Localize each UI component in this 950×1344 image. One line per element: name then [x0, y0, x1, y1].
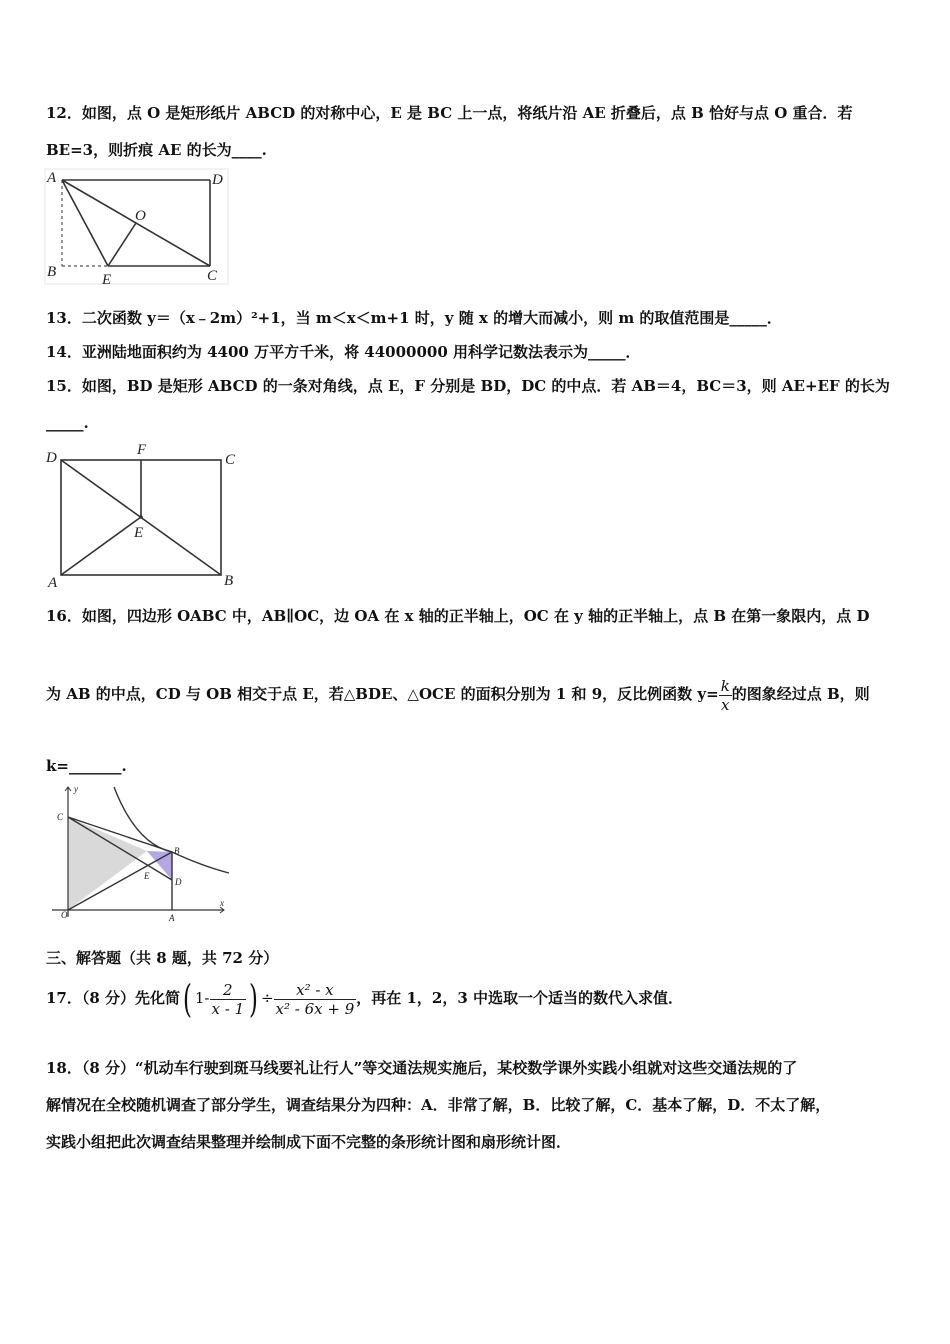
q17-left-paren: ( [183, 977, 192, 1021]
q15-label-b: B [224, 573, 234, 589]
q16-label-a: A [169, 913, 175, 923]
q15-line2: _____. [46, 414, 89, 432]
q16-label-b: B [174, 846, 180, 856]
q18-line2: 解情况在全校随机调查了部分学生，调查结果分为四种：A．非常了解，B．比较了解，C．基本了解，D．不太了解， [46, 1096, 831, 1114]
q12-line1: 12．如图，点 O 是矩形纸片 ABCD 的对称中心，E 是 BC 上一点，将纸片沿 AE 折叠后，点 B 恰好与点 O 重合．若 [46, 104, 853, 122]
q16-line2-pre: 为 AB 的中点，CD 与 OB 相交于点 E，若△BDE、△OCE 的面积分别为 1 和 9，反比例函数 y= [46, 685, 719, 703]
q15-line1: 15．如图，BD 是矩形 ABCD 的一条对角线，点 E，F 分别是 BD，DC 的中点．若 AB＝4，BC＝3，则 AE+EF 的长为 [46, 377, 890, 395]
q14-text: 14．亚洲陆地面积约为 4400 万平方千米，将 44000000 用科学记数法表示为_____． [46, 343, 641, 361]
q13-text: 13．二次函数 y＝（x﹣2m）²+1，当 m＜x＜m+1 时，y 随 x 的增大而减小，则 m 的取值范围是_____． [46, 309, 782, 327]
q18-line3: 实践小组把此次调查结果整理并绘制成下面不完整的条形统计图和扇形统计图． [46, 1133, 572, 1151]
q12-label-a: A [47, 170, 57, 186]
q16-line3: k=_______. [46, 757, 127, 775]
q12-label-o: O [135, 208, 146, 224]
q12-segment-eo [108, 223, 136, 266]
q17-fraction-1 [210, 981, 247, 1018]
q15-label-f: F [137, 442, 147, 458]
q17-one-minus: 1- [194, 989, 210, 1007]
q17-f2-den: x² - 6x + 9 [275, 999, 355, 1018]
q15-figure [44, 440, 244, 590]
q15-segment-ae [61, 517, 144, 575]
q17-div: ÷ [260, 989, 274, 1007]
q16-label-d: D [175, 877, 182, 887]
q15-label-a: A [48, 575, 58, 590]
q17-f1-num: 2 [210, 981, 247, 1000]
q16-label-x: x [220, 898, 224, 908]
q12-figure [44, 168, 230, 286]
q16-label-y: y [74, 784, 78, 794]
q17-line [46, 975, 683, 1021]
q15-label-c: C [225, 452, 236, 468]
q16-label-e: E [144, 871, 150, 881]
q18-line1: 18．（8 分）“机动车行驶到斑马线要礼让行人”等交通法规实施后，某校数学课外实践小组就对这些交通法规的了 [46, 1059, 798, 1077]
q17-f1-den: x - 1 [211, 999, 245, 1018]
q16-label-o: O [61, 910, 68, 920]
q12-label-d: D [212, 172, 223, 188]
q17-fraction-2 [274, 981, 357, 1018]
q16-fraction-k-over-x [719, 677, 732, 714]
q12-label-b: B [47, 264, 57, 280]
q15-point-e [139, 515, 143, 519]
q17-f2-num: x² - x [274, 981, 357, 1000]
q16-line2 [46, 672, 870, 716]
q15-label-d: D [46, 450, 57, 466]
q17-post: ，再在 1，2，3 中选取一个适当的数代入求值． [356, 989, 684, 1007]
q15-label-e: E [134, 525, 144, 541]
q16-frac-num: k [720, 676, 730, 695]
q16-figure [44, 782, 234, 924]
q16-line2-post: 的图象经过点 B，则 [731, 685, 870, 703]
q17-right-paren: ) [249, 977, 258, 1021]
q17-pre: 17．（8 分）先化简 [46, 989, 181, 1007]
q12-label-e: E [102, 272, 112, 286]
q16-shaded-triangle-bde [147, 851, 172, 880]
q16-line1: 16．如图，四边形 OABC 中，AB∥OC，边 OA 在 x 轴的正半轴上，OC 在 y 轴的正半轴上，点 B 在第一象限内，点 D [46, 607, 870, 625]
q12-label-c: C [207, 268, 218, 284]
q12-line2: BE=3，则折痕 AE 的长为____. [46, 141, 267, 159]
q16-label-c: C [57, 812, 64, 822]
q16-frac-den: x [721, 695, 730, 714]
section3-title: 三、解答题（共 8 题，共 72 分） [46, 949, 279, 967]
